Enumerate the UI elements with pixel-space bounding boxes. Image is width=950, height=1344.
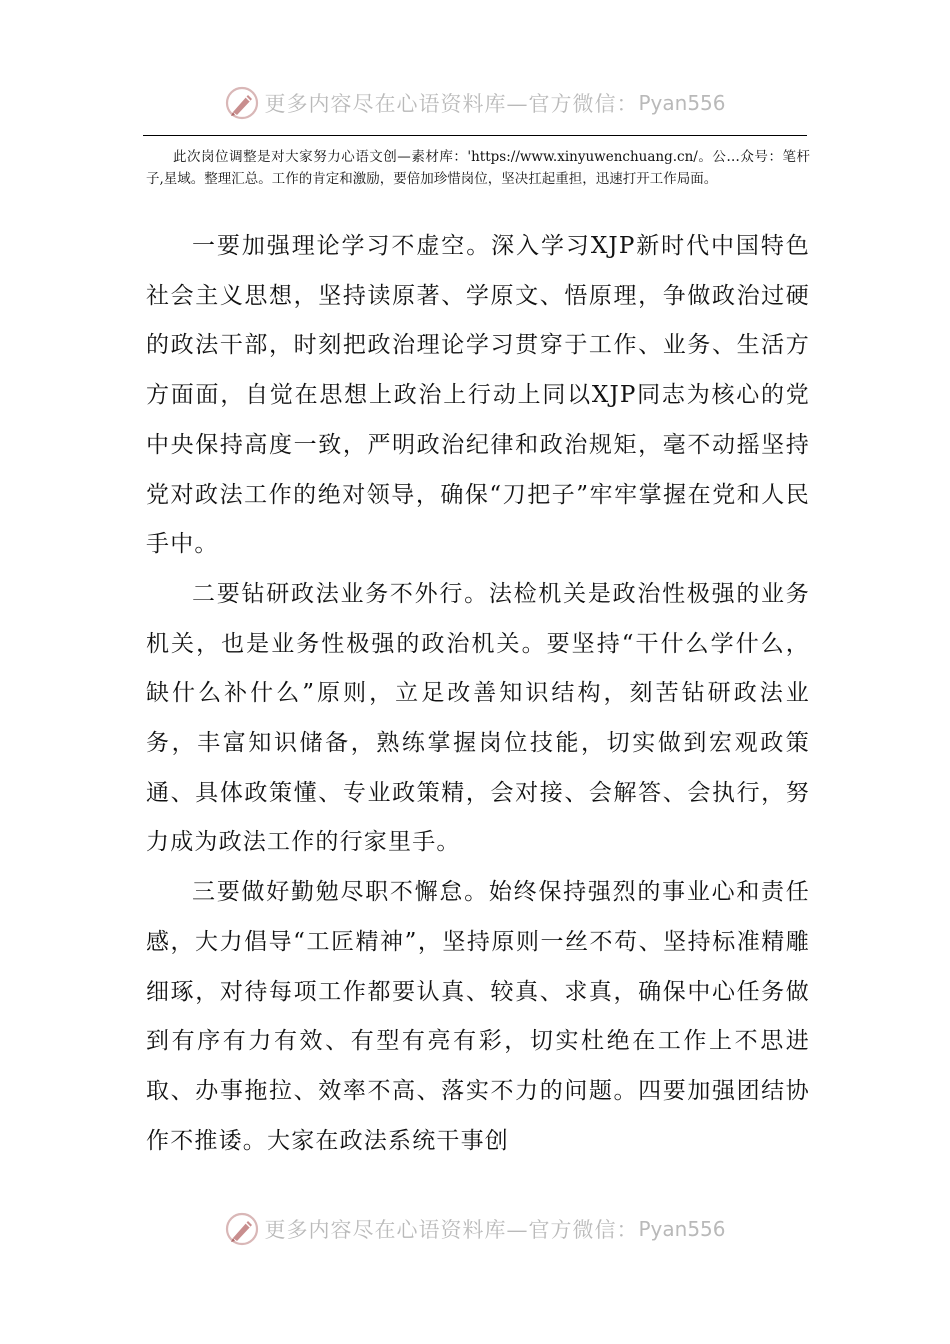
pen-logo-icon — [224, 85, 260, 121]
wechat-id: Pyan556 — [638, 91, 726, 115]
document-body — [146, 222, 810, 1166]
pen-logo-icon — [224, 1211, 260, 1247]
banner-text: 更多内容尽在心语资料库—官方微信： — [264, 1218, 639, 1242]
paragraph-2: 二要钻研政法业务不外行。法检机关是政治性极强的业务机关，也是业务性极强的政治机关。要坚持“干什么学什么，缺什么补什么”原则，立足改善知识结构，刻苦钻研政法业务，丰富知识储备，熟练掌握岗位技能，切实做到宏观政策通、具体政策懂、专业政策精，会对接、会解答、会执行，努力成为政法工作的行家里手。 — [146, 580, 810, 856]
intro-text: 此次岗位调整是对大家努力心语文创—素材库：'https://www.xinyuwenchuang.cn/。公…众号：笔杆子,星域。整理汇总。工作的肯定和激励，要倍加珍惜岗位，坚决扛起重担，迅速打开工作局面。 — [146, 149, 810, 187]
footer-banner — [0, 1209, 950, 1249]
paragraph-3: 三要做好勤勉尽职不懈怠。始终保持强烈的事业心和责任感，大力倡导“工匠精神”，坚持原则一丝不苟、坚持标准精雕细琢，对待每项工作都要认真、较真、求真，确保中心任务做到有序有力有效、有型有亮有彩，切实杜绝在工作上不思进取、办事拖拉、效率不高、落实不力的问题。四要加强团结协作不推诿。大家在政法系统干事创 — [146, 879, 810, 1154]
banner-text: 更多内容尽在心语资料库—官方微信： — [264, 92, 639, 116]
paragraph-1: 一要加强理论学习不虚空。深入学习XJP新时代中国特色社会主义思想，坚持读原著、学原文、悟原理，争做政治过硬的政法干部，时刻把政治理论学习贯穿于工作、业务、生活方方面面，自觉在思想上政治上行动上同以XJP同志为核心的党中央保持高度一致，严明政治纪律和政治规矩，毫不动摇坚持党对政法工作的绝对领导，确保“刀把子”牢牢掌握在党和人民手中。 — [146, 233, 810, 558]
header-divider — [143, 135, 807, 136]
header-banner — [0, 83, 950, 123]
wechat-id: Pyan556 — [638, 1217, 726, 1241]
